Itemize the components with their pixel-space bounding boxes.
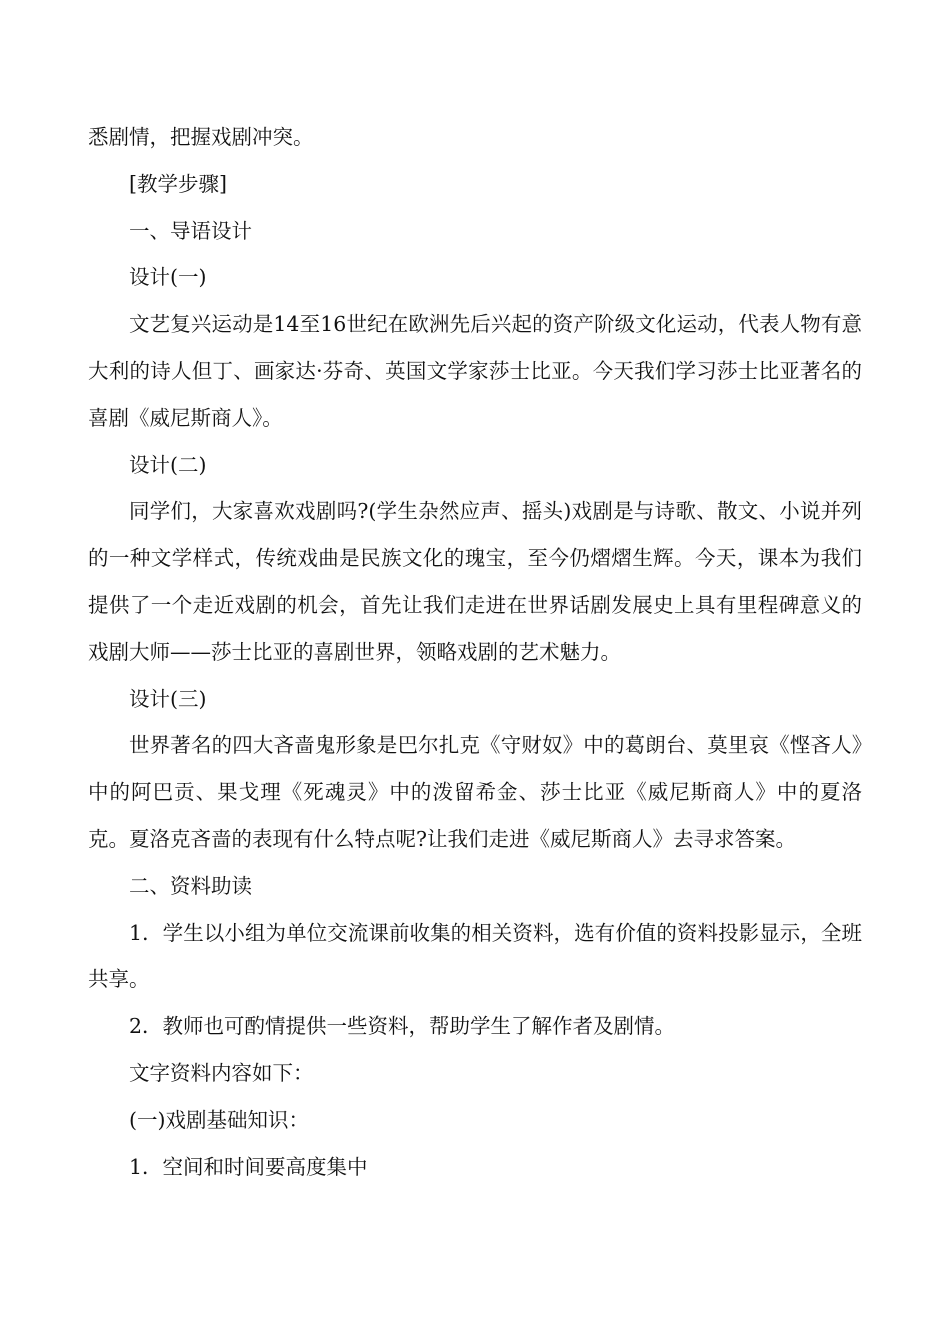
section-heading-reference-materials: 二、资料助读 (129, 873, 252, 898)
subheading-design-1: 设计(一) (129, 265, 207, 290)
list-item-space-time: 1．空间和时间要高度集中 (129, 1154, 368, 1179)
document-page (88, 114, 862, 1190)
list-item-1: 1．学生以小组为单位交流课前收集的相关资料，选有价值的资料投影显示，全班共享。 (88, 920, 862, 992)
subheading-drama-basics: (一)戏剧基础知识： (129, 1107, 309, 1132)
paragraph-materials-intro: 文字资料内容如下： (129, 1060, 314, 1085)
heading-teaching-steps: [教学步骤] (129, 171, 227, 196)
subheading-design-3: 设计(三) (129, 686, 207, 711)
paragraph-design-2: 同学们，大家喜欢戏剧吗?(学生杂然应声、摇头)戏剧是与诗歌、散文、小说并列的一种文学样式，传统戏曲是民族文化的瑰宝，至今仍熠熠生辉。今天，课本为我们提供了一个走近戏剧的机会，首先让我们走进在世界话剧发展史上具有里程碑意义的戏剧大师——莎士比亚的喜剧世界，领略戏剧的艺术魅力。 (88, 499, 862, 664)
section-heading-intro-design: 一、导语设计 (129, 218, 252, 243)
subheading-design-2: 设计(二) (129, 452, 207, 477)
paragraph-design-3: 世界著名的四大吝啬鬼形象是巴尔扎克《守财奴》中的葛朗台、莫里哀《悭吝人》中的阿巴贡、果戈理《死魂灵》中的泼留希金、莎士比亚《威尼斯商人》中的夏洛克。夏洛克吝啬的表现有什么特点呢?让我们走进《威尼斯商人》去寻求答案。 (88, 733, 862, 851)
list-item-2: 2．教师也可酌情提供一些资料，帮助学生了解作者及剧情。 (129, 1014, 676, 1039)
paragraph-continuation: 悉剧情，把握戏剧冲突。 (88, 125, 314, 149)
paragraph-design-1: 文艺复兴运动是14至16世纪在欧洲先后兴起的资产阶级文化运动，代表人物有意大利的诗人但丁、画家达·芬奇、英国文学家莎士比亚。今天我们学习莎士比亚著名的喜剧《威尼斯商人》。 (88, 312, 862, 430)
